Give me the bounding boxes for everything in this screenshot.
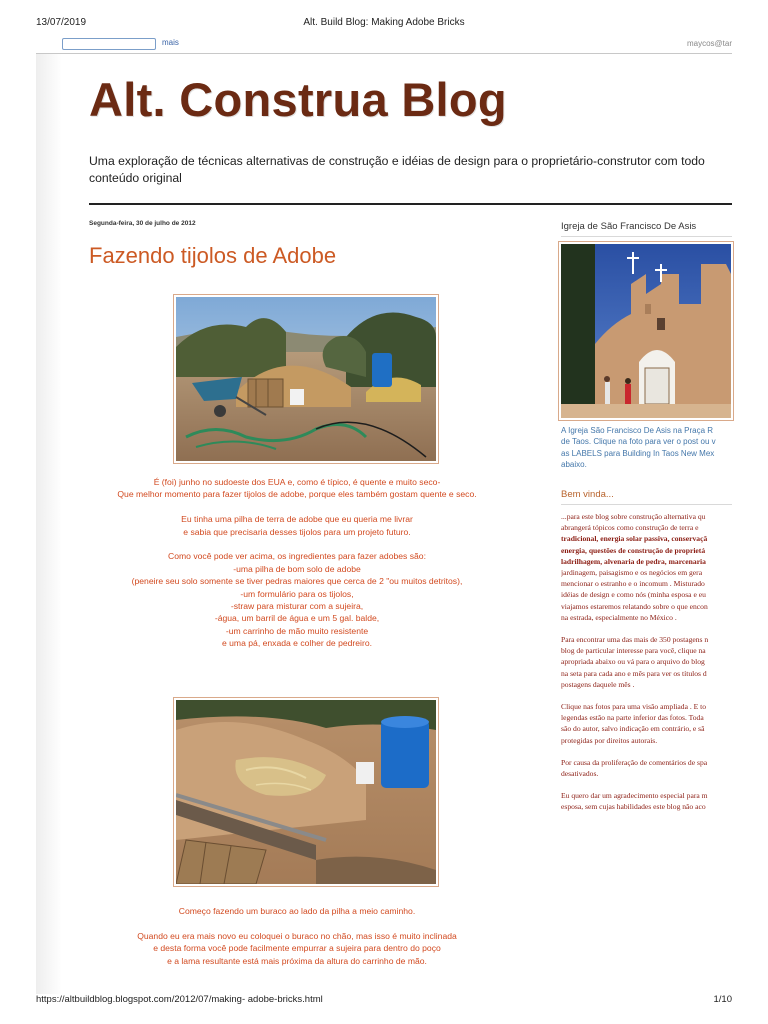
blog-description-line: Uma exploração de técnicas alternativas de construção e idéias de design para o proprietário-construtor com todo <box>89 154 705 168</box>
navbar-divider <box>36 53 732 54</box>
post-text-line: Quando eu era mais novo eu coloquei o buraco no chão, mas isso é muito inclinada <box>137 930 457 941</box>
welcome-line: abrangerá tópicos como construção de terra e <box>561 523 699 533</box>
header-divider <box>89 203 732 205</box>
post-text-line: -um carrinho de mão muito resistente <box>225 625 369 636</box>
photos-line: Clique nas fotos para uma visão ampliada . E to <box>561 702 707 712</box>
photo-caption: Começo fazendo um buraco ao lado da pilha a meio caminho. <box>178 906 416 916</box>
photos-line: são do autor, salvo indicação em contrário, e sã <box>561 724 705 734</box>
print-url[interactable]: https://altbuildblog.blogspot.com/2012/07/making- adobe-bricks.html <box>36 994 323 1005</box>
print-page-number: 1/10 <box>713 994 732 1005</box>
welcome-line: mencionar o estranho e o incomum . Misturado <box>561 579 705 589</box>
navbar-search-input[interactable] <box>62 38 156 50</box>
post-text-line: Eu tinha uma pilha de terra de adobe que eu queria me livrar <box>181 514 413 525</box>
post-paragraph-2 <box>89 905 505 967</box>
sidebar-welcome-text <box>561 511 732 813</box>
welcome-line: na estrada, especialmente no México . <box>561 612 677 622</box>
post-paragraph-1 <box>89 476 505 650</box>
post-title[interactable]: Fazendo tijolos de Adobe <box>89 243 337 268</box>
welcome-line: idéias de design e como nós (minha esposa e eu <box>561 590 706 600</box>
caption-line: as LABELS para Building In Taos New Mex <box>561 448 715 458</box>
welcome-line: ladrilhagem, alvenaria de pedra, marcenaria <box>561 556 706 566</box>
print-date: 13/07/2019 <box>36 17 87 28</box>
paragraph-spacer <box>561 779 732 790</box>
blog-description-line: conteúdo original <box>89 171 182 185</box>
page-shadow <box>36 54 62 994</box>
posts-line: apropriada abaixo ou vá para o arquivo do blog <box>561 657 705 667</box>
paragraph-spacer <box>89 538 505 550</box>
post-text-line: -straw para misturar com a sujeira, <box>230 601 364 612</box>
post-text-line: É (foi) junho no sudoeste dos EUA e, como é típico, é quente e muito seco- <box>153 477 441 487</box>
sidebar-church-title: Igreja de São Francisco De Asis <box>561 221 697 232</box>
church-photo-image <box>561 244 731 418</box>
post-photo-adobe-pile[interactable] <box>173 294 439 464</box>
post-text-line: -uma pilha de bom solo de adobe <box>233 563 361 574</box>
welcome-line: ...para este blog sobre construção alternativa qu <box>561 512 706 521</box>
post-photo-hole[interactable] <box>173 697 439 887</box>
blog-title[interactable]: Alt. Construa Blog <box>89 73 507 126</box>
caption-line: de Taos. Clique na foto para ver o post ou v <box>561 437 716 447</box>
paragraph-spacer <box>89 501 505 513</box>
paragraph-spacer <box>561 623 732 634</box>
posts-line: na seta para cada ano e mês para ver os títulos d <box>561 668 707 678</box>
post-date: Segunda-feira, 30 de julho de 2012 <box>89 220 196 227</box>
navbar-user-email[interactable]: maycos@tar <box>686 39 732 48</box>
spam-line: desativados. <box>561 769 599 779</box>
thanks-line: esposa, sem cujas habilidades este blog não aco <box>561 802 706 812</box>
post-text-line: e a lama resultante está mais próxima da altura do carrinho de mão. <box>167 955 427 966</box>
post-text-line: Que melhor momento para fazer tijolos de adobe, porque eles também gostam quente e seco. <box>117 489 477 500</box>
post-text-line: (peneire seu solo somente se tiver pedras maiores que cerca de 2 "ou muitos detritos), <box>131 576 463 587</box>
sidebar-church-caption[interactable] <box>561 425 732 471</box>
navbar-more-link[interactable]: mais <box>162 38 179 47</box>
post-text-line: -um formulário para os tijolos, <box>240 588 354 599</box>
post-text-line: e uma pá, enxada e colher de pedreiro. <box>221 638 372 649</box>
photos-line: legendas estão na parte inferior das fotos. Toda <box>561 713 704 723</box>
sidebar-divider <box>561 504 732 505</box>
welcome-line: energia, questões de construção de proprietá <box>561 545 706 555</box>
welcome-line: tradicional, energia solar passiva, conservaçã <box>561 534 708 544</box>
spam-line: Por causa da proliferação de comentários de spa <box>561 757 708 767</box>
sidebar-church-photo[interactable] <box>558 241 734 421</box>
welcome-line: jardinagem, paisagismo e os negócios em gera <box>561 568 703 578</box>
hole-photo-image <box>176 700 436 884</box>
blogger-navbar <box>36 34 732 52</box>
print-title: Alt. Build Blog: Making Adobe Bricks <box>303 17 465 28</box>
caption-line: abaixo. <box>561 460 587 470</box>
print-header <box>0 0 768 34</box>
posts-line: postagens daquele mês . <box>561 679 635 689</box>
posts-line: Para encontrar uma das mais de 350 postagens n <box>561 635 709 645</box>
post-text-line: Como você pode ver acima, os ingredientes para fazer adobes são: <box>168 551 426 562</box>
paragraph-spacer <box>89 917 505 929</box>
photos-line: protegidas por direitos autorais. <box>561 735 658 745</box>
post-text-line: e desta forma você pode facilmente empurrar a sujeira para dentro do poço <box>153 943 441 954</box>
adobe-pile-photo-image <box>176 297 436 461</box>
blog-description <box>89 153 732 187</box>
thanks-line: Eu quero dar um agradecimento especial para m <box>561 791 708 801</box>
sidebar-divider <box>561 236 732 237</box>
paragraph-spacer <box>561 690 732 701</box>
paragraph-spacer <box>561 746 732 757</box>
posts-line: blog de particular interesse para você, clique na <box>561 646 706 656</box>
welcome-line: viajamos estaremos relatando sobre o que encon <box>561 601 708 611</box>
post-text-line: -água, um barril de água e um 5 gal. balde, <box>214 613 380 624</box>
post-text-line: e sabia que precisaria desses tijolos para um projeto futuro. <box>183 526 411 537</box>
caption-line: A Igreja São Francisco De Asis na Praça R <box>561 426 714 435</box>
sidebar-welcome-title: Bem vinda... <box>561 489 614 500</box>
